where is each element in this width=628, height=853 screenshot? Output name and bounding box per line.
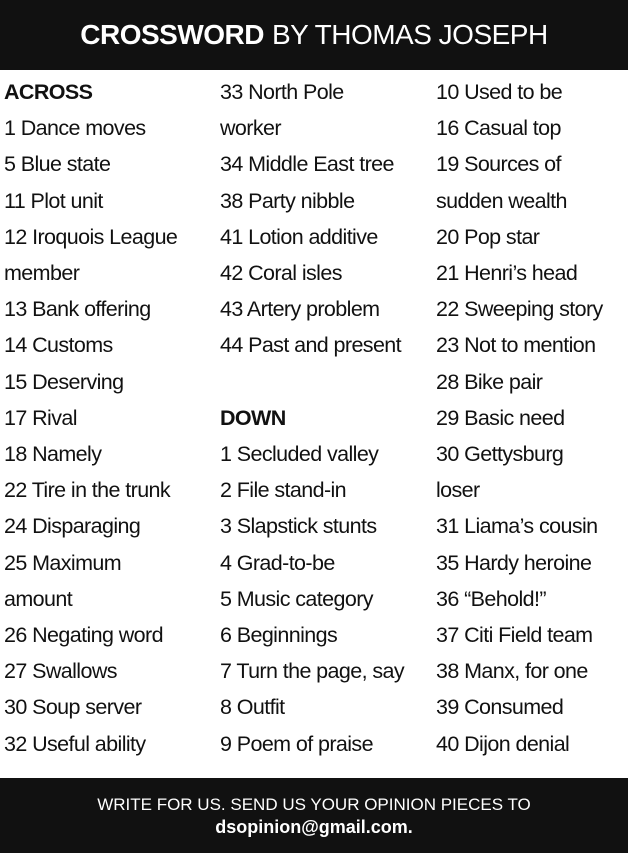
clue-line: 7 Turn the page, say	[220, 659, 405, 684]
page-byline: BY THOMAS JOSEPH	[272, 19, 548, 50]
section-heading: DOWN	[220, 405, 286, 430]
clue-line: member	[4, 261, 80, 286]
clue-line: 23 Not to mention	[436, 333, 596, 358]
clue-line: worker	[220, 116, 281, 141]
clue-line: 35 Hardy heroine	[436, 550, 592, 575]
clue-column-3	[436, 74, 603, 762]
page-title: CROSSWORD	[80, 19, 264, 50]
clue-line: 27 Swallows	[4, 659, 117, 684]
clue-line: 37 Citi Field team	[436, 623, 593, 648]
clue-line: 12 Iroquois League	[4, 224, 178, 249]
clue-line: loser	[436, 478, 480, 503]
clue-line: 19 Sources of	[436, 152, 561, 177]
clue-line: amount	[4, 586, 73, 611]
clue-line: 24 Disparaging	[4, 514, 141, 539]
clue-line: 17 Rival	[4, 405, 77, 430]
clue-line: sudden wealth	[436, 188, 567, 213]
clue-line: 9 Poem of praise	[220, 731, 373, 756]
clue-line: 25 Maximum	[4, 550, 122, 575]
footer-banner	[0, 778, 628, 853]
clue-line: 22 Tire in the trunk	[4, 478, 171, 503]
clue-columns	[4, 74, 628, 760]
clue-line: 28 Bike pair	[436, 369, 543, 394]
clue-line: 1 Dance moves	[4, 116, 146, 141]
clue-column-1	[4, 74, 177, 762]
clue-line: 39 Consumed	[436, 695, 564, 720]
clue-line: 26 Negating word	[4, 623, 163, 648]
clue-line: 5 Music category	[220, 586, 373, 611]
clue-line: 30 Soup server	[4, 695, 142, 720]
clue-line: 10 Used to be	[436, 80, 563, 104]
clue-line: 44 Past and present	[220, 333, 402, 358]
clue-line: 29 Basic need	[436, 405, 565, 430]
clue-line: 18 Namely	[4, 442, 102, 467]
clue-line: 20 Pop star	[436, 224, 540, 249]
clue-line: 32 Useful ability	[4, 731, 146, 756]
clue-line: 38 Party nibble	[220, 188, 355, 213]
clue-line: 16 Casual top	[436, 116, 561, 141]
page-header	[0, 0, 628, 70]
clue-line: 3 Slapstick stunts	[220, 514, 377, 539]
clue-line: 31 Liama’s cousin	[436, 514, 598, 539]
clue-line: 38 Manx, for one	[436, 659, 588, 684]
clue-line: 15 Deserving	[4, 369, 124, 394]
clue-line: 4 Grad-to-be	[220, 550, 335, 575]
clue-column-2	[220, 74, 404, 762]
clue-line: 8 Outfit	[220, 695, 285, 720]
clue-line: 11 Plot unit	[4, 188, 103, 213]
clue-line: 36 “Behold!”	[436, 586, 546, 611]
clue-line: 1 Secluded valley	[220, 442, 379, 467]
clue-line: 43 Artery problem	[220, 297, 380, 322]
clue-line: 14 Customs	[4, 333, 113, 358]
clue-line: 13 Bank offering	[4, 297, 151, 322]
clue-line: 22 Sweeping story	[436, 297, 603, 322]
section-spacer	[220, 364, 404, 400]
footer-callout: WRITE FOR US. SEND US YOUR OPINION PIECES TO	[97, 794, 531, 814]
clue-line: 5 Blue state	[4, 152, 111, 177]
clue-line: 30 Gettysburg	[436, 442, 564, 467]
clue-line: 33 North Pole	[220, 80, 344, 104]
clue-line: 40 Dijon denial	[436, 731, 570, 756]
footer-email: dsopinion@gmail.com.	[215, 816, 413, 837]
clue-line: 2 File stand-in	[220, 478, 347, 503]
clue-line: 21 Henri’s head	[436, 261, 578, 286]
clue-line: 6 Beginnings	[220, 623, 338, 648]
clue-line: 42 Coral isles	[220, 261, 342, 286]
clue-line: 41 Lotion additive	[220, 224, 378, 249]
section-heading: ACROSS	[4, 80, 93, 104]
clue-line: 34 Middle East tree	[220, 152, 394, 177]
